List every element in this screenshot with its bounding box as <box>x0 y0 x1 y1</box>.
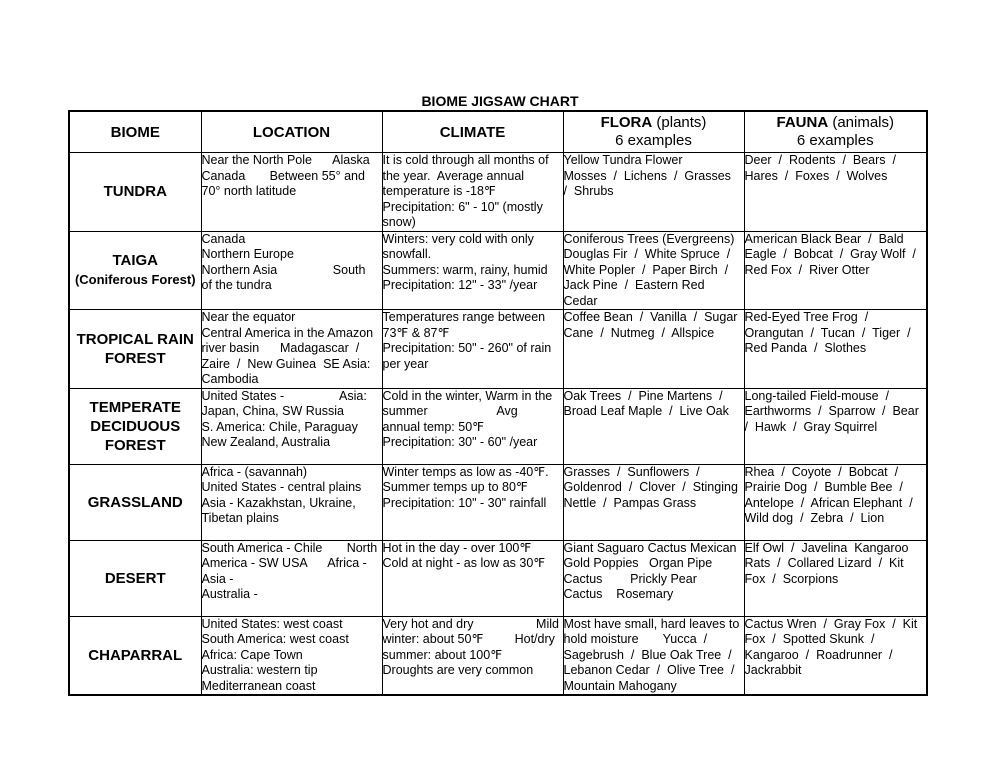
flora-line: Grasses / Sunflowers / <box>563 464 700 479</box>
flora-line: Oak Trees / Pine Martens / <box>563 388 723 403</box>
biome-name: CHAPARRAL <box>88 646 183 664</box>
climate-line: Droughts are very common <box>382 663 534 677</box>
climate-line: the year. Average annual <box>382 168 525 183</box>
location-line: South America: west coast <box>201 632 349 646</box>
fauna-line: Hares / Foxes / Wolves <box>744 168 888 183</box>
climate-line: summer: about 100℉ <box>382 647 503 662</box>
flora-line: Coniferous Trees (Evergreens) <box>563 231 735 246</box>
fauna-cell <box>744 388 927 464</box>
table-row <box>69 616 927 695</box>
climate-cell <box>382 464 563 540</box>
header-biome: BIOME <box>69 111 201 153</box>
climate-line: temperature is -18℉ <box>382 184 496 198</box>
location-line: United States - central plains <box>201 480 362 494</box>
location-line: New Zealand, Australia <box>201 435 331 449</box>
fauna-line: Fox / Spotted Skunk / <box>744 632 875 646</box>
biome-name-cell <box>69 388 201 464</box>
climate-line: Precipitation: 6" - 10" (mostly <box>382 199 543 214</box>
flora-line: Nettle / Pampas Grass <box>563 495 697 510</box>
fauna-line: Deer / Rodents / Bears / <box>744 153 896 167</box>
location-line: river basin Madagascar / <box>201 341 360 355</box>
climate-cell <box>382 616 563 695</box>
header-fauna <box>744 111 927 153</box>
climate-line: annual temp: 50℉ <box>382 419 485 434</box>
location-cell <box>201 388 382 464</box>
flora-line: hold moisture Yucca / <box>563 632 708 646</box>
header-fauna-sub: 6 examples <box>796 132 874 149</box>
biome-name-cell <box>69 616 201 695</box>
fauna-line: Long-tailed Field-mouse / <box>744 388 890 403</box>
location-line: Australia: western tip <box>201 663 318 677</box>
flora-line: / Shrubs <box>563 184 614 198</box>
fauna-line: Red-Eyed Tree Frog / <box>744 310 869 324</box>
flora-cell <box>563 388 744 464</box>
biome-name-cell <box>69 231 201 310</box>
fauna-cell <box>744 153 927 232</box>
location-line: United States: west coast <box>201 616 343 631</box>
location-line: Cambodia <box>201 372 259 386</box>
flora-cell <box>563 540 744 616</box>
location-line: 70° north latitude <box>201 184 297 198</box>
header-fauna-note: (animals) <box>828 114 895 131</box>
flora-line: Cedar <box>563 293 598 308</box>
location-cell <box>201 153 382 232</box>
climate-line: Cold at night - as low as 30℉ <box>382 556 546 570</box>
fauna-cell <box>744 310 927 389</box>
table-row <box>69 310 927 389</box>
location-line: Australia - <box>201 587 258 601</box>
table-row <box>69 153 927 232</box>
fauna-cell <box>744 616 927 695</box>
flora-line: Broad Leaf Maple / Live Oak <box>563 404 729 418</box>
climate-line: Very hot and dry Mild <box>382 616 559 631</box>
climate-line: Summer temps up to 80℉ <box>382 480 528 494</box>
biome-name-cell <box>69 464 201 540</box>
fauna-cell <box>744 540 927 616</box>
location-line: Asia - <box>201 571 234 586</box>
location-line: of the tundra <box>201 278 272 292</box>
header-flora-sub: 6 examples <box>615 132 692 149</box>
header-fauna-main: FAUNA <box>776 114 829 131</box>
location-line: Asia - Kazakhstan, Ukraine, <box>201 495 356 510</box>
header-row <box>69 111 927 153</box>
climate-line: It is cold through all months of <box>382 153 549 167</box>
climate-line: Summers: warm, rainy, humid <box>382 262 548 277</box>
location-line: Zaire / New Guinea SE Asia: <box>201 356 371 371</box>
flora-line: Most have small, hard leaves to <box>563 616 740 631</box>
climate-line: Precipitation: 10" - 30" rainfall <box>382 495 547 510</box>
flora-line: White Popler / Paper Birch / <box>563 262 729 277</box>
flora-line: Mountain Mahogany <box>563 678 677 693</box>
location-line: America - SW USA Africa - <box>201 556 367 570</box>
location-line: Japan, China, SW Russia <box>201 404 344 418</box>
climate-cell <box>382 231 563 310</box>
fauna-line: Rats / Collared Lizard / Kit <box>744 556 904 570</box>
location-line: Central America in the Amazon <box>201 325 374 340</box>
flora-line: Yellow Tundra Flower <box>563 153 683 167</box>
fauna-line: Eagle / Bobcat / Gray Wolf / <box>744 247 916 261</box>
flora-line: Cane / Nutmeg / Allspice <box>563 325 715 340</box>
climate-line: Precipitation: 30" - 60" /year <box>382 435 538 449</box>
climate-cell <box>382 153 563 232</box>
fauna-line: Earthworms / Sparrow / Bear <box>744 404 919 418</box>
flora-line: Goldenrod / Clover / Stinging <box>563 480 738 494</box>
header-flora-main: FLORA <box>600 114 653 131</box>
flora-line: Giant Saguaro Cactus Mexican <box>563 540 737 555</box>
location-cell <box>201 616 382 695</box>
biome-name: TUNDRA <box>103 183 167 201</box>
location-line: South America - Chile North <box>201 540 378 555</box>
biome-name-cell <box>69 153 201 232</box>
climate-line: Winter temps as low as -40℉. <box>382 464 549 479</box>
climate-line: snow) <box>382 215 416 229</box>
fauna-cell <box>744 231 927 310</box>
fauna-line: Fox / Scorpions <box>744 571 839 586</box>
climate-line: Precipitation: 12" - 33" /year <box>382 278 538 292</box>
location-line: Africa: Cape Town <box>201 647 303 662</box>
fauna-cell <box>744 464 927 540</box>
table-row <box>69 388 927 464</box>
header-location: LOCATION <box>201 111 382 153</box>
fauna-line: Wild dog / Zebra / Lion <box>744 511 885 525</box>
location-line: Canada <box>201 231 246 246</box>
fauna-line: Jackrabbit <box>744 663 802 677</box>
climate-line: Cold in the winter, Warm in the <box>382 388 553 403</box>
climate-line: 73℉ & 87℉ <box>382 325 450 340</box>
chart-title: BIOME JIGSAW CHART <box>421 93 579 109</box>
flora-cell <box>563 231 744 310</box>
flora-line: Mosses / Lichens / Grasses <box>563 168 731 183</box>
flora-line: Lebanon Cedar / Olive Tree / <box>563 663 735 677</box>
header-flora-note: (plants) <box>652 114 707 131</box>
location-line: Canada Between 55° and <box>201 168 365 183</box>
fauna-line: Cactus Wren / Gray Fox / Kit <box>744 616 918 631</box>
biome-name: TROPICAL RAIN FOREST <box>76 330 194 367</box>
climate-line: Precipitation: 50" - 260" of rain <box>382 341 552 355</box>
location-cell <box>201 310 382 389</box>
location-cell <box>201 464 382 540</box>
table-row <box>69 464 927 540</box>
biome-subtitle: (Coniferous Forest) <box>74 272 196 288</box>
table-row <box>69 231 927 310</box>
fauna-line: Kangaroo / Roadrunner / <box>744 647 893 662</box>
climate-line: Temperatures range between <box>382 310 546 324</box>
location-line: Near the North Pole Alaska <box>201 153 370 167</box>
flora-cell <box>563 153 744 232</box>
biome-name-cell <box>69 310 201 389</box>
climate-cell <box>382 310 563 389</box>
fauna-line: Red Panda / Slothes <box>744 341 867 355</box>
biome-table <box>68 110 928 696</box>
fauna-line: Elf Owl / Javelina Kangaroo <box>744 540 909 555</box>
flora-line: Cactus Prickly Pear <box>563 571 697 586</box>
fauna-line: Red Fox / River Otter <box>744 262 870 277</box>
flora-cell <box>563 464 744 540</box>
fauna-line: American Black Bear / Bald <box>744 231 904 246</box>
location-line: Mediterranean coast <box>201 678 316 693</box>
table-row <box>69 540 927 616</box>
climate-line: Hot in the day - over 100℉ <box>382 540 532 555</box>
header-flora <box>563 111 744 153</box>
biome-name: DESERT <box>104 569 166 587</box>
climate-cell <box>382 540 563 616</box>
flora-line: Cactus Rosemary <box>563 587 674 601</box>
location-line: S. America: Chile, Paraguay <box>201 419 358 434</box>
fauna-line: Rhea / Coyote / Bobcat / <box>744 464 899 479</box>
location-line: Near the equator <box>201 310 296 324</box>
location-line: Tibetan plains <box>201 511 279 525</box>
climate-line: summer Avg <box>382 404 518 418</box>
location-line: United States - Asia: <box>201 388 367 403</box>
biome-name-cell <box>69 540 201 616</box>
fauna-line: Orangutan / Tucan / Tiger / <box>744 325 911 340</box>
climate-line: Winters: very cold with only <box>382 231 534 246</box>
location-cell <box>201 231 382 310</box>
climate-line: snowfall. <box>382 247 432 261</box>
biome-name: GRASSLAND <box>87 493 183 511</box>
header-climate: CLIMATE <box>382 111 563 153</box>
location-line: Northern Europe <box>201 247 294 261</box>
fauna-line: Prairie Dog / Bumble Bee / <box>744 480 903 494</box>
flora-cell <box>563 616 744 695</box>
climate-cell <box>382 388 563 464</box>
climate-line: per year <box>382 356 429 371</box>
location-line: Northern Asia South <box>201 262 366 277</box>
fauna-line: / Hawk / Gray Squirrel <box>744 419 878 434</box>
flora-line: Douglas Fir / White Spruce / <box>563 247 731 261</box>
climate-line: winter: about 50℉ Hot/dry <box>382 632 555 646</box>
flora-line: Jack Pine / Eastern Red <box>563 278 705 292</box>
location-line: Africa - (savannah) <box>201 464 308 479</box>
biome-name: TAIGA <box>112 252 159 270</box>
flora-line: Sagebrush / Blue Oak Tree / <box>563 647 732 662</box>
flora-line: Coffee Bean / Vanilla / Sugar <box>563 310 738 324</box>
flora-cell <box>563 310 744 389</box>
biome-name: TEMPERATE DECIDUOUS FOREST <box>89 398 181 454</box>
location-cell <box>201 540 382 616</box>
flora-line: Gold Poppies Organ Pipe <box>563 556 713 570</box>
fauna-line: Antelope / African Elephant / <box>744 495 913 510</box>
